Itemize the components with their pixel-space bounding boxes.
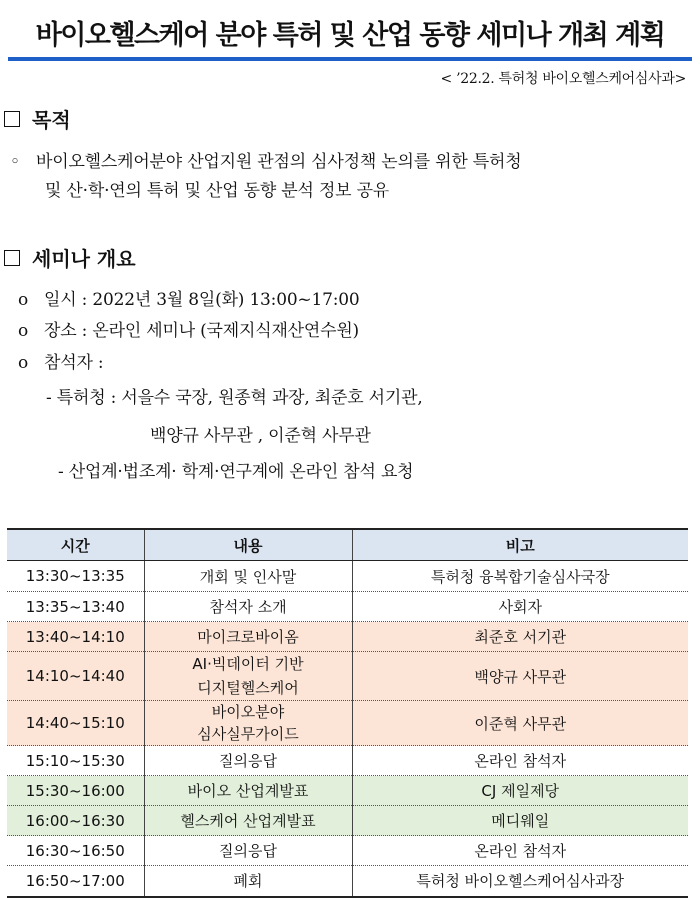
note-cell: 특허청 융복합기술심사국장	[352, 561, 688, 592]
table-row	[7, 746, 688, 776]
content-cell: 마이크로바이옴	[144, 622, 352, 652]
table-row	[7, 776, 688, 806]
section-purpose-title: 목적	[32, 108, 71, 132]
content-cell: 바이오 산업계발표	[144, 776, 352, 806]
time-cell: 13:40~14:10	[7, 622, 144, 652]
place-text: 장소 : 온라인 세미나 (국제지식재산연수원)	[44, 321, 359, 341]
note-cell: 온라인 참석자	[352, 836, 688, 866]
note-cell: 온라인 참석자	[352, 746, 688, 776]
note-cell: CJ 제일제당	[352, 776, 688, 806]
table-row	[7, 701, 688, 746]
content-cell: 질의응답	[144, 746, 352, 776]
section-purpose-heading	[0, 104, 71, 133]
subtitle: < ’22.2. 특허청 바이오헬스케어심사과>	[440, 71, 686, 87]
note-cell: 백양규 사무관	[352, 652, 688, 701]
table-row	[7, 806, 688, 836]
attendees-label: 참석자 :	[44, 353, 104, 373]
time-cell: 14:40~15:10	[7, 701, 144, 746]
time-cell: 15:10~15:30	[7, 746, 144, 776]
bullet-icon: o	[18, 290, 29, 310]
content-cell: 질의응답	[144, 836, 352, 866]
content-cell: 폐회	[144, 866, 352, 897]
time-cell: 13:30~13:35	[7, 561, 144, 592]
checkbox-square-icon	[4, 250, 20, 266]
attendees-kipo-line-1: - 특허청 : 서을수 국장, 원종혁 과장, 최준호 서기관,	[46, 388, 423, 408]
table-row	[7, 652, 688, 701]
content-cell: AI·빅데이터 기반 디지털헬스케어	[144, 652, 352, 701]
table-row	[7, 592, 688, 622]
title-bar	[8, 6, 692, 58]
note-cell: 메디웨일	[352, 806, 688, 836]
note-cell: 사회자	[352, 592, 688, 622]
overview-date	[18, 285, 359, 310]
header-time: 시간	[7, 529, 144, 561]
page-title: 바이오헬스케어 분야 특허 및 산업 동향 세미나 개최 계획	[35, 19, 665, 51]
purpose-line-2: 및 산·학·연의 특허 및 산업 동향 분석 정보 공유	[45, 181, 390, 201]
table-row	[7, 561, 688, 592]
note-cell: 최준호 서기관	[352, 622, 688, 652]
time-cell: 16:50~17:00	[7, 866, 144, 897]
table-row	[7, 836, 688, 866]
table-row	[7, 866, 688, 897]
title-underline	[8, 57, 692, 61]
time-cell: 16:30~16:50	[7, 836, 144, 866]
schedule-header-row	[7, 529, 688, 561]
attendees-others: - 산업계·법조계· 학계·연구계에 온라인 참석 요청	[58, 462, 414, 482]
time-cell: 16:00~16:30	[7, 806, 144, 836]
checkbox-square-icon	[4, 111, 20, 127]
purpose-text-1: 바이오헬스케어분야 산업지원 관점의 심사정책 논의를 위한 특허청	[36, 152, 522, 172]
time-cell: 13:35~13:40	[7, 592, 144, 622]
content-cell: 참석자 소개	[144, 592, 352, 622]
bullet-icon: o	[18, 353, 29, 373]
table-row	[7, 622, 688, 652]
note-cell: 특허청 바이오헬스케어심사과장	[352, 866, 688, 897]
bullet-icon: o	[18, 321, 29, 341]
time-cell: 14:10~14:40	[7, 652, 144, 701]
content-cell: 헬스케어 산업계발표	[144, 806, 352, 836]
note-cell: 이준혁 사무관	[352, 701, 688, 746]
overview-attendees	[18, 348, 103, 373]
header-note: 비고	[352, 529, 688, 561]
section-overview-title: 세미나 개요	[32, 247, 136, 271]
content-cell: 바이오분야 심사실무가이드	[144, 701, 352, 746]
content-cell: 개회 및 인사말	[144, 561, 352, 592]
time-cell: 15:30~16:00	[7, 776, 144, 806]
purpose-line-1	[10, 147, 521, 172]
overview-place	[18, 316, 359, 341]
attendees-kipo-line-2: 백양규 사무관 , 이준혁 사무관	[150, 426, 371, 446]
schedule-table	[7, 528, 688, 898]
header-content: 내용	[144, 529, 352, 561]
section-overview-heading	[0, 243, 136, 272]
bullet-icon: ◦	[10, 152, 20, 172]
date-text: 일시 : 2022년 3월 8일(화) 13:00~17:00	[44, 290, 360, 310]
